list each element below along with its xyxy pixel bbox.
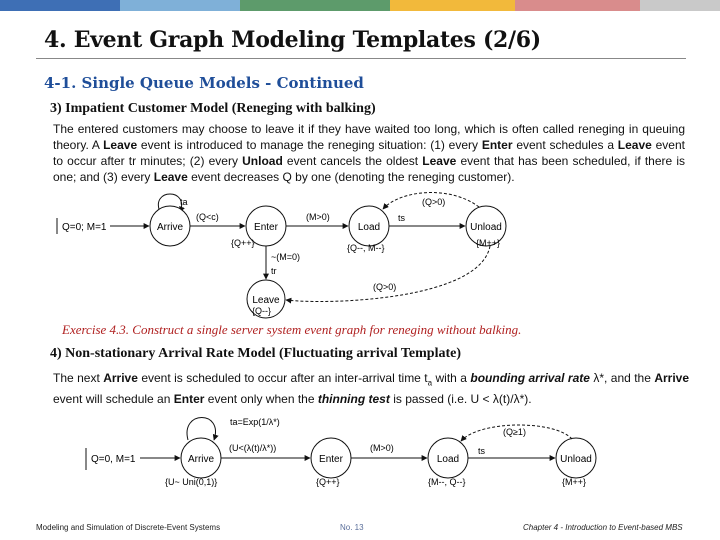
- leave-state-label: {Q--}: [252, 306, 272, 316]
- m-gt-0-label: (M>0): [370, 443, 394, 453]
- arrive-self-loop: [187, 418, 215, 441]
- color-bar-segment: [0, 0, 120, 11]
- q-gt-0-label: (Q>0): [422, 197, 446, 207]
- u-uni-label: {U~ Uni(0,1)}: [165, 477, 218, 487]
- page-number: No. 13: [340, 523, 364, 532]
- section3-paragraph: The entered customers may choose to leave it if they have waited too long, which is often called reneging in queuing theory. A Leave event is introduced to manage the reneging situation: (1) every Enter event schedules a Leave event to occur after tr minutes; (2) every Unload event cancels the oldest Leave event that has been scheduled, if there is one; and (3) every Leave event decreases Q by one (denoting the reneging customer).: [53, 122, 685, 184]
- footer-right: Chapter 4 - Introduction to Event-based MBS: [523, 523, 683, 532]
- section4-paragraph: The next Arrive event is scheduled to occur after an inter-arrival time $t_a$ with a bounding arrival rate λ*, and the Arrive event will schedule an Enter event only when the thinning test is passed (i.e. U < λ(t)/λ*).: [53, 371, 690, 407]
- title-divider: [36, 58, 686, 59]
- load-state-label: {Q--, M--}: [347, 243, 385, 253]
- node-unload-label: Unload: [470, 222, 502, 233]
- m-eq-0-label: ~(M=0): [271, 252, 301, 262]
- section3-heading: 3) Impatient Customer Model (Reneging with balking): [50, 101, 376, 116]
- node-arrive-label: Arrive: [156, 222, 184, 233]
- node-load-label: Load: [436, 454, 460, 465]
- footer-left: Modeling and Simulation of Discrete-Event Systems: [36, 523, 221, 532]
- ta-expr-label: ta=Exp(1/λ*): [230, 417, 280, 427]
- color-bar-segment: [640, 0, 720, 11]
- m-gt-0-label: (M>0): [306, 212, 330, 222]
- tr-label: tr: [271, 266, 277, 276]
- q-ge-1-label: (Q≥1): [503, 427, 526, 437]
- u-cond-label: (U<(λ(t)/λ*)): [229, 443, 277, 453]
- node-arrive-label: Arrive: [187, 454, 215, 465]
- section4-heading: 4) Non-stationary Arrival Rate Model (Fluctuating arrival Template): [50, 346, 462, 361]
- ta-label: ta: [180, 197, 188, 207]
- exercise-4-3: Exercise 4.3. Construct a single server system event graph for reneging without balking.: [62, 322, 522, 337]
- ts-label: ts: [398, 213, 406, 223]
- node-leave-label: Leave: [252, 295, 280, 306]
- unload-state-label: {M++}: [476, 238, 501, 248]
- init-label: Q=0; M=1: [62, 222, 107, 233]
- color-bar-segment: [120, 0, 240, 11]
- reneging-event-graph: [0, 185, 720, 320]
- unload-state-label: {M++}: [562, 477, 587, 487]
- node-load-label: Load: [357, 222, 381, 233]
- q-inc-label: {Q++}: [231, 238, 255, 248]
- color-bar-segment: [515, 0, 640, 11]
- fluctuating-arrival-event-graph: [0, 410, 720, 512]
- q-lt-c-label: (Q<c): [196, 212, 219, 222]
- q-inc-label: {Q++}: [316, 477, 340, 487]
- q-gt-0-b-label: (Q>0): [373, 282, 397, 292]
- top-color-bar: [0, 0, 720, 11]
- color-bar-segment: [390, 0, 515, 11]
- section-subtitle: 4-1. Single Queue Models - Continued: [44, 74, 364, 92]
- ts-label: ts: [478, 446, 486, 456]
- load-state-label: {M--, Q--}: [428, 477, 466, 487]
- page-title: 4. Event Graph Modeling Templates (2/6): [44, 27, 541, 53]
- node-unload-label: Unload: [560, 454, 592, 465]
- color-bar-segment: [240, 0, 390, 11]
- init-label: Q=0, M=1: [91, 454, 136, 465]
- edge-unload-leave: [286, 246, 490, 302]
- node-enter-label: Enter: [319, 454, 343, 465]
- node-enter-label: Enter: [254, 222, 278, 233]
